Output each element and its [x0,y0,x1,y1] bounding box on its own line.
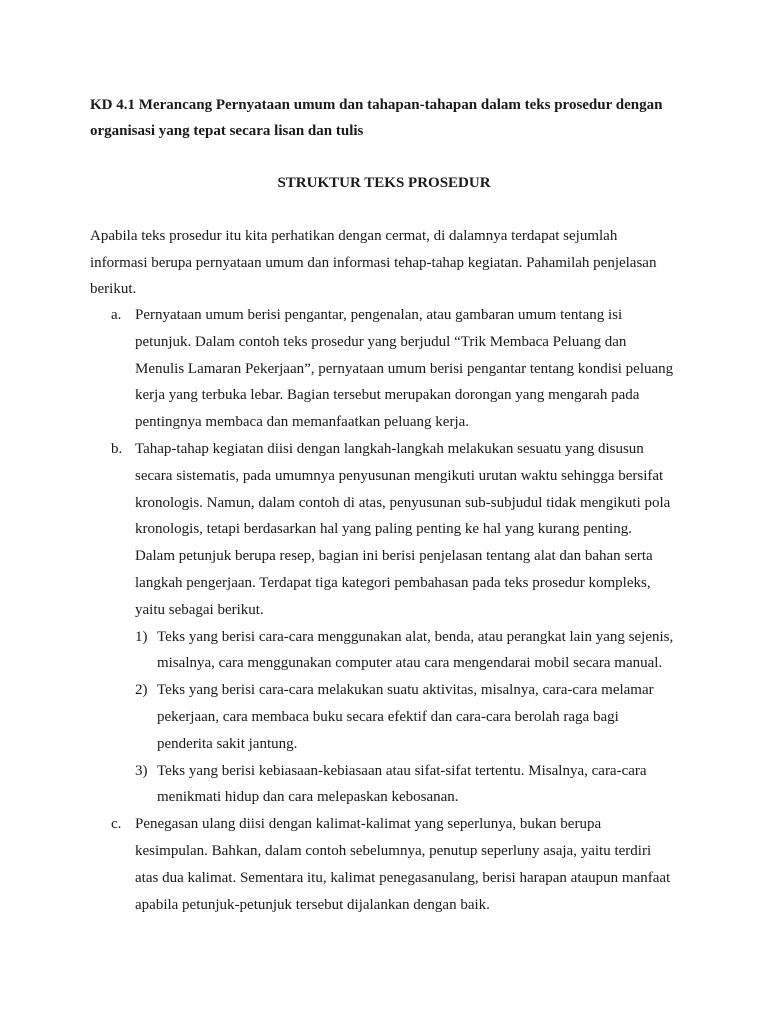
kd-heading-line: KD 4.1 Merancang Pernyataan umum dan tahapan-tahapan dalam teks prosedur dengan [90,97,663,113]
text-line: Teks yang berisi cara-cara melakukan suatu aktivitas, misalnya, cara-cara melamar [157,682,654,699]
list-marker: a. [111,307,122,323]
text-line: kronologis, tetapi berdasarkan hal yang paling penting ke hal yang kurang penting. [135,521,632,538]
sublist-item-2 [135,677,690,757]
text-line: kesimpulan. Bahkan, dalam contoh sebelumnya, penutup seperluny asaja, yaitu terdiri [135,842,652,859]
text-line: langkah pengerjaan. Terdapat tiga kategori pembahasan pada teks prosedur kompleks, [135,574,651,591]
sublist-item-1 [135,624,690,678]
list-item-a [90,302,690,436]
text-line: secara sistematis, pada umumnya penyusunan mengikuti urutan waktu sehingga bersifat [135,467,664,484]
text-line: Penegasan ulang diisi dengan kalimat-kalimat yang seperlunya, bukan berupa [135,816,602,833]
kd-heading [90,92,690,144]
text-line: pentingnya membaca dan memanfaatkan peluang kerja. [135,414,470,431]
intro-line: berikut. [90,281,137,297]
text-line: penderita sakit jantung. [157,735,298,752]
list-marker: c. [111,816,122,833]
sublist-item-3 [135,758,690,812]
list-item-text [135,811,690,918]
text-line: atas dua kalimat. Sementara itu, kalimat penegasanulang, berisi harapan ataupun manfaat [135,869,671,886]
text-line: Teks yang berisi kebiasaan-kebiasaan atau sifat-sifat tertentu. Misalnya, cara-cara [157,762,647,779]
intro-line: Apabila teks prosedur itu kita perhatikan dengan cermat, di dalamnya terdapat sejumlah [90,228,618,244]
text-line: Pernyataan umum berisi pengantar, pengenalan, atau gambaran umum tentang isi [135,307,623,323]
list-item-text [135,436,690,624]
text-line: petunjuk. Dalam contoh teks prosedur yang berjudul “Trik Membaca Peluang dan [135,333,627,350]
intro-paragraph [90,223,678,303]
text-line: Menulis Lamaran Pekerjaan”, pernyataan umum berisi pengantar tentang kondisi peluang [135,360,674,377]
page-title: STRUKTUR TEKS PROSEDUR [277,175,491,191]
text-line: kerja yang terbuka lebar. Bagian tersebut merupakan dorongan yang mengarah pada [135,387,640,404]
text-line: Teks yang berisi cara-cara menggunakan alat, benda, atau perangkat lain yang sejenis, [157,628,674,645]
text-line: pekerjaan, cara membaca buku secara efektif dan cara-cara berolah raga bagi [157,708,619,725]
sublist-marker: 2) [135,682,148,699]
text-line: menikmati hidup dan cara melepaskan kebosanan. [157,789,459,806]
list-item-text [135,302,690,436]
list-item-b [90,436,690,811]
intro-line: informasi berupa pernyataan umum dan informasi tehap-tahap kegiatan. Pahamilah penjelasan [90,254,657,271]
list-item-c [90,811,690,918]
text-line: kronologis. Namun, dalam contoh di atas, penyusunan sub-subjudul tidak mengikuti pola [135,494,671,511]
sublist-marker: 1) [135,628,148,645]
category-sublist [135,624,690,812]
text-line: Dalam petunjuk berupa resep, bagian ini berisi penjelasan tentang alat dan bahan serta [135,548,653,565]
text-line: yaitu sebagai berikut. [135,601,264,618]
text-line: misalnya, cara menggunakan computer atau cara mengendarai mobil secara manual. [157,655,663,672]
text-line: Tahap-tahap kegiatan diisi dengan langkah-langkah melakukan sesuatu yang disusun [135,440,644,457]
text-line: apabila petunjuk-petunjuk tersebut dijalankan dengan baik. [135,896,490,913]
sublist-marker: 3) [135,762,148,779]
kd-heading-line: organisasi yang tepat secara lisan dan tulis [90,123,364,139]
structure-list [90,302,690,918]
list-marker: b. [111,440,123,457]
